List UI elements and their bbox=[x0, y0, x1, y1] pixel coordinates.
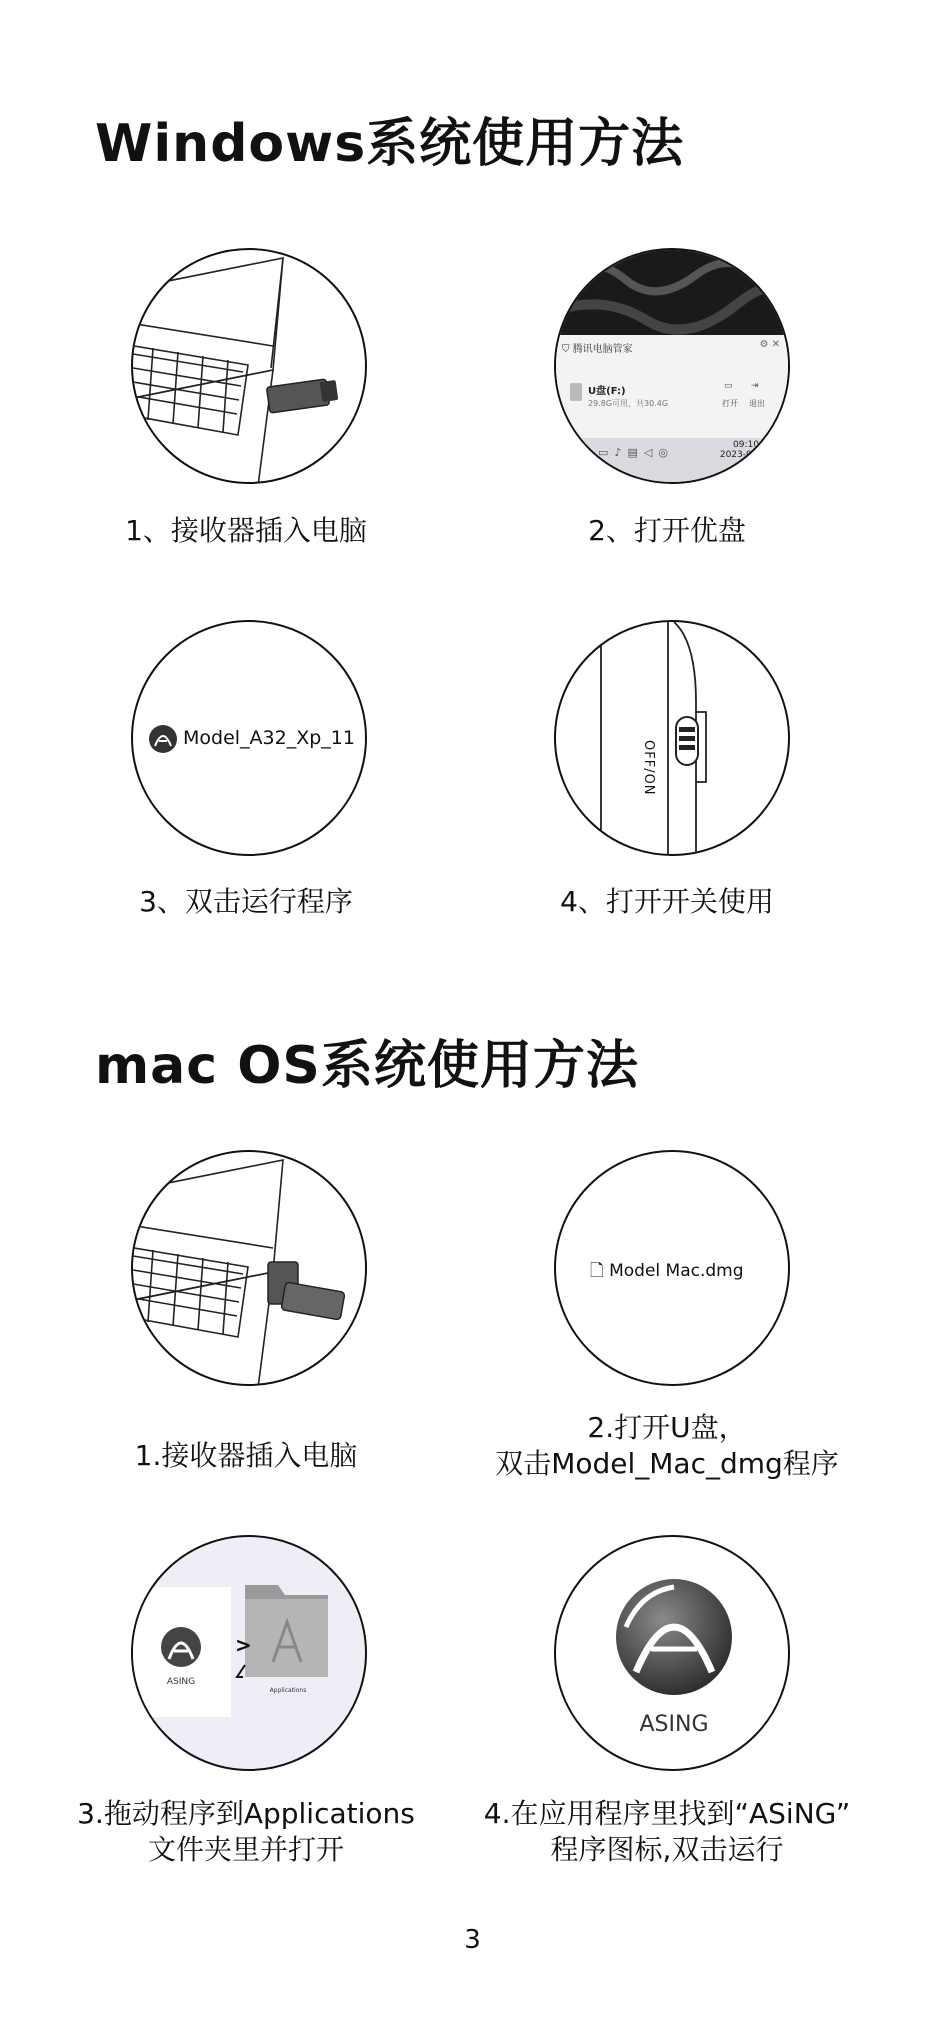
mac-section-title: mac OS系统使用方法 bbox=[95, 1036, 639, 1096]
asing-app-icon bbox=[149, 725, 177, 753]
app-name: ASING bbox=[639, 1712, 709, 1737]
manager-window-controls[interactable] bbox=[759, 339, 780, 350]
applications-folder-label: Applications bbox=[269, 1687, 307, 1694]
open-button[interactable]: 打开 bbox=[722, 399, 738, 408]
drive-name: U盘(F:) bbox=[588, 386, 626, 397]
folder-icon: ▭ bbox=[724, 381, 733, 391]
shield-icon: ⛉ bbox=[562, 344, 570, 355]
exit-icon: ⇥ bbox=[751, 381, 759, 391]
win-step4-illustration bbox=[554, 620, 790, 856]
mac-step4-caption: 4.在应用程序里找到“ASiNG” 程序图标,双击运行 bbox=[483, 1797, 851, 1866]
mac-step2-caption: 2.打开U盘， 双击Model_Mac_dmg程序 bbox=[495, 1411, 839, 1480]
asing-logo bbox=[616, 1579, 732, 1695]
mac-step1-illustration bbox=[131, 1150, 367, 1386]
win-step1-illustration bbox=[131, 248, 367, 484]
taskbar-icons[interactable]: ▮▭♪▤◁◎ bbox=[586, 446, 674, 459]
dmg-file[interactable]: 🗋 Model Mac.dmg bbox=[590, 1261, 744, 1281]
mac-step3-illustration bbox=[131, 1535, 367, 1771]
manager-title-row: ⛉ 腾讯电脑管家 bbox=[562, 344, 633, 355]
taskbar-clock: 09:10 2023-03-24 bbox=[719, 440, 773, 460]
file-icon: 🗋 bbox=[590, 1261, 604, 1281]
drag-arrow: > bbox=[235, 1633, 252, 1657]
win-step4-caption: 4、打开开关使用 bbox=[560, 885, 774, 918]
exit-button[interactable]: 退出 bbox=[749, 399, 765, 408]
page-number: 3 bbox=[464, 1925, 481, 1955]
asing-app-icon bbox=[161, 1627, 201, 1667]
windows-section-title: Windows系统使用方法 bbox=[95, 114, 685, 174]
win-step3-illustration bbox=[131, 620, 367, 856]
laptop-receiver-drawing bbox=[133, 250, 367, 484]
mac-step4-illustration bbox=[554, 1535, 790, 1771]
win-step3-caption: 3、双击运行程序 bbox=[139, 885, 353, 918]
mac-step2-illustration bbox=[554, 1150, 790, 1386]
win-step1-caption: 1、接收器插入电脑 bbox=[125, 514, 367, 547]
mac-step1-caption: 1.接收器插入电脑 bbox=[134, 1439, 358, 1472]
usb-drive-icon bbox=[570, 383, 582, 401]
program-file-name[interactable]: Model_A32_Xp_11 bbox=[183, 727, 355, 749]
drive-space: 29.8G可用，共30.4G bbox=[588, 399, 669, 408]
win-step2-illustration bbox=[554, 248, 790, 484]
close-icon[interactable]: ✕ bbox=[771, 339, 780, 350]
win-step2-caption: 2、打开优盘 bbox=[588, 514, 746, 547]
settings-icon[interactable]: ⚙ bbox=[759, 339, 769, 350]
mac-step3-caption: 3.拖动程序到Applications 文件夹里并打开 bbox=[77, 1797, 415, 1866]
app-label: ASING bbox=[166, 1677, 196, 1687]
laptop-receiver-drawing bbox=[133, 1152, 367, 1386]
switch-label: OFF/ON bbox=[641, 740, 656, 796]
